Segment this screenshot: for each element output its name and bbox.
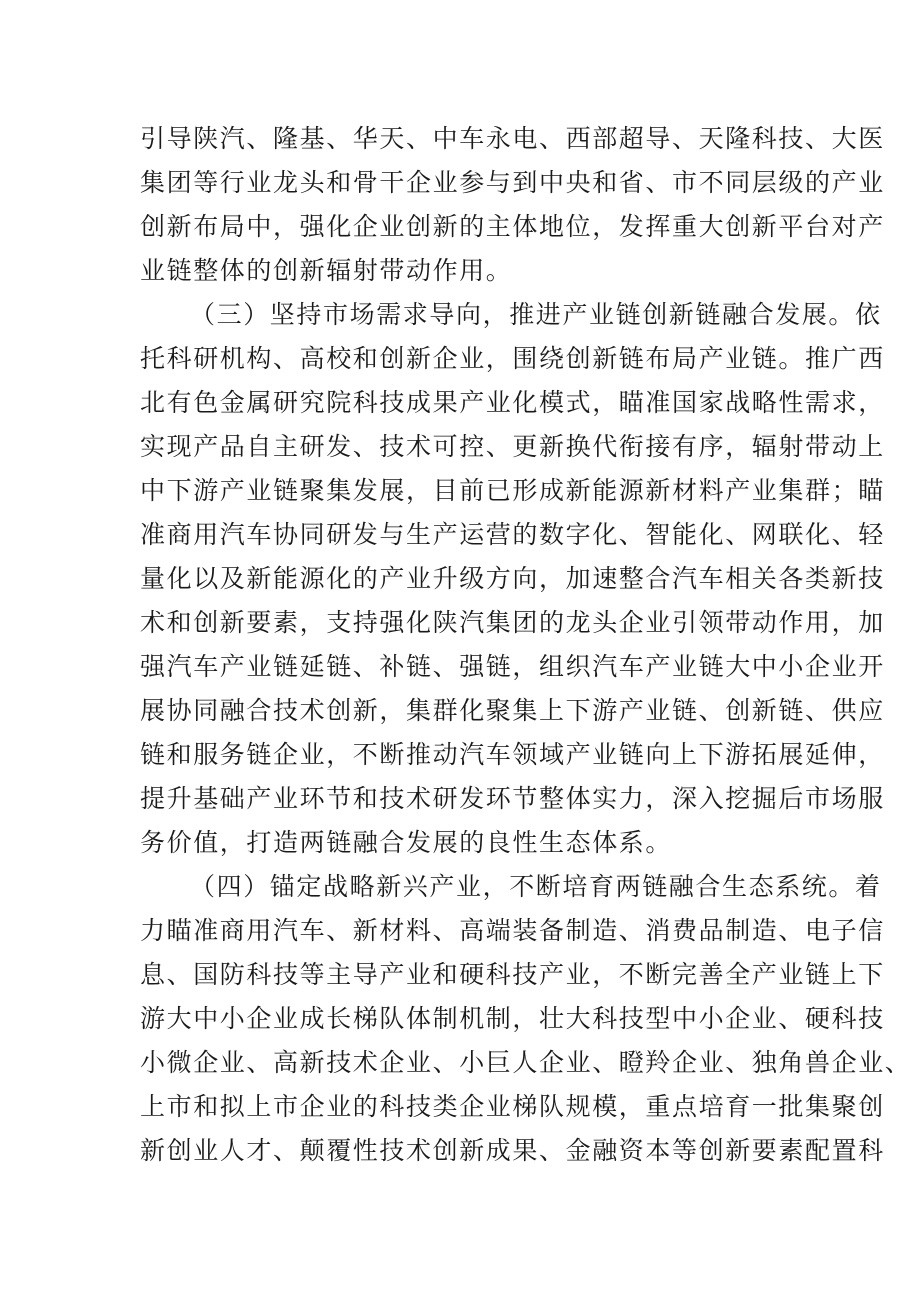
text-line: 务价值，打造两链融合发展的良性生态体系。 bbox=[140, 828, 673, 857]
text-line: 中下游产业链聚集发展，目前已形成新能源新材料产业集群；瞄 bbox=[140, 476, 885, 505]
text-line: 力瞄准商用汽车、新材料、高端装备制造、消费品制造、电子信 bbox=[140, 916, 885, 945]
text-line: 小微企业、高新技术企业、小巨人企业、瞪羚企业、独角兽企业、 bbox=[140, 1048, 912, 1077]
text-line: 术和创新要素，支持强化陕汽集团的龙头企业引领带动作用，加 bbox=[140, 608, 885, 637]
text-line: 量化以及新能源化的产业升级方向，加速整合汽车相关各类新技 bbox=[140, 564, 885, 593]
text-line: 托科研机构、高校和创新企业，围绕创新链布局产业链。推广西 bbox=[140, 344, 885, 373]
text-line: 新创业人才、颠覆性技术创新成果、金融资本等创新要素配置科 bbox=[140, 1136, 885, 1165]
text-line: 业链整体的创新辐射带动作用。 bbox=[140, 256, 513, 285]
text-line: 强汽车产业链延链、补链、强链，组织汽车产业链大中小企业开 bbox=[140, 652, 885, 681]
text-line: 集团等行业龙头和骨干企业参与到中央和省、市不同层级的产业 bbox=[140, 168, 885, 197]
text-line: 实现产品自主研发、技术可控、更新换代衔接有序，辐射带动上 bbox=[140, 432, 885, 461]
text-line: 引导陕汽、隆基、华天、中车永电、西部超导、天隆科技、大医 bbox=[140, 124, 885, 153]
section-heading-line: （四）锚定战略新兴产业，不断培育两链融合生态系统。着 bbox=[190, 872, 882, 901]
text-line: 准商用汽车协同研发与生产运营的数字化、智能化、网联化、轻 bbox=[140, 520, 885, 549]
text-line: 创新布局中，强化企业创新的主体地位，发挥重大创新平台对产 bbox=[140, 212, 885, 241]
text-line: 游大中小企业成长梯队体制机制，壮大科技型中小企业、硬科技 bbox=[140, 1004, 885, 1033]
text-line: 上市和拟上市企业的科技类企业梯队规模，重点培育一批集聚创 bbox=[140, 1092, 885, 1121]
text-line: 展协同融合技术创新，集群化聚集上下游产业链、创新链、供应 bbox=[140, 696, 885, 725]
text-line: 息、国防科技等主导产业和硬科技产业，不断完善全产业链上下 bbox=[140, 960, 885, 989]
text-line: 提升基础产业环节和技术研发环节整体实力，深入挖掘后市场服 bbox=[140, 784, 885, 813]
section-heading-line: （三）坚持市场需求导向，推进产业链创新链融合发展。依 bbox=[190, 300, 882, 329]
text-line: 北有色金属研究院科技成果产业化模式，瞄准国家战略性需求， bbox=[140, 388, 885, 417]
text-line: 链和服务链企业，不断推动汽车领域产业链向上下游拓展延伸， bbox=[140, 740, 885, 769]
